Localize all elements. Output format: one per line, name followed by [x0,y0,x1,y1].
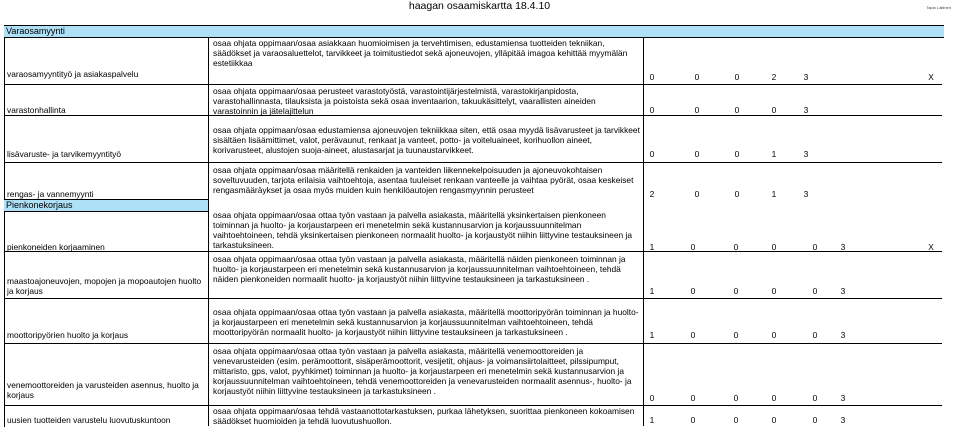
row-divider [4,343,942,344]
rating-value: 0 [649,393,655,403]
rating-value: 3 [803,189,809,199]
rating-value: 0 [690,242,696,252]
rating-value: 1 [771,189,777,199]
rating-value: 0 [734,105,740,115]
rating-value: 0 [690,415,696,425]
row-category: lisävaruste- ja tarvikemyyntityö [7,149,122,159]
section-banner-pienkonekorjaus: Pienkonekorjaus [4,199,209,212]
row-category: uusien tuotteiden varustelu luovutuskuntoon [7,415,171,425]
rating-value: 0 [771,286,777,296]
rating-value: 0 [771,415,777,425]
rating-value: 0 [649,105,655,115]
column-divider [208,37,209,426]
row-category: venemoottoreiden ja varusteiden asennus, huolto ja korjaus [7,380,199,400]
row-description: osaa ohjata oppimaan/osaa ottaa työn vastaan ja palvella asiakasta, määritellä moottoripyörän toiminnan ja huolto- ja korjaustarpeen eri menetelmin sekä kustannusarvion ja korjaussuunnitelman vaihtoehtoineen, tehdä moottoripyörän normaalit huolto- ja korjaustyöt niihin liittyvine testauksineen ja tarkastuksineen . [213,307,639,337]
rating-value: 0 [734,189,740,199]
page-title: haagan osaamiskartta 18.4.10 [408,0,551,12]
rating-value: 1 [649,415,655,425]
rating-value: 0 [733,330,739,340]
row-mark: X [928,72,934,82]
row-description: osaa ohjata oppimaan/osaa tehdä vastaanottotarkastuksen, purkaa lähetyksen, suorittaa pienkoneen kokoamisen säädökset huomioiden ja tehdä luovutushuollon. [213,406,635,426]
rating-value: 0 [812,415,818,425]
rating-value: 0 [734,149,740,159]
rating-value: 0 [733,415,739,425]
row-category: moottoripyörien huolto ja korjaus [7,330,129,340]
rating-value: 0 [649,149,655,159]
rating-value: 0 [733,393,739,403]
rating-value: 1 [649,242,655,252]
rating-value: 0 [771,330,777,340]
row-category: varaosamyyntityö ja asiakaspalvelu [7,69,139,79]
row-divider [4,84,942,85]
row-divider [4,298,942,299]
row-divider [4,162,942,163]
rating-value: 1 [649,330,655,340]
row-description: osaa ohjata oppimaan/osaa asiakkaan huomioimisen ja tervehtimisen, edustamiensa tuotteiden tekniikan, säädökset ja varaosaluettelot, tarvikkeet ja toimitustiedot sekä ajoneuvojen, ylläpitää imagoa kehittää myymälän estetiikkaa [213,38,628,68]
row-category: rengas- ja vannemyynti [7,189,94,199]
rating-value: 1 [771,149,777,159]
column-divider [643,37,644,426]
rating-value: 0 [694,189,700,199]
rating-value: 1 [649,286,655,296]
row-category: maastoajoneuvojen, mopojen ja mopoautojen huolto ja korjaus [7,276,202,296]
rating-value: 0 [771,393,777,403]
rating-value: 0 [733,242,739,252]
rating-value: 3 [840,286,846,296]
rating-value: 3 [840,415,846,425]
rating-value: 0 [694,149,700,159]
rating-value: 3 [840,242,846,252]
rating-value: 0 [649,72,655,82]
row-description: osaa ohjata oppimaan/osaa määritellä renkaiden ja vanteiden liikennekelpoisuuden ja ajoneuvokohtaisen soveltuvuuden, tarjota erilaisia vaihtoehtoja, asentaa tuuleiset renkaan vanteelle ja vaihtaa pyörät, osaa keskeiset rengasmääräykset ja osaa myös muiden kuin henkilöautojen rengasmyynnin perusteet [213,165,634,195]
row-description: osaa ohjata oppimaan/osaa perusteet varastotyöstä, varastointijärjestelmistä, varastokirjanpidosta, varastohallinnasta, tilauksista ja poistoista sekä osaa inventaarion, takuukäsittelyt, vaarallisten aineiden varastoinnin ja jätelajittelun [213,86,596,116]
row-description: osaa ohjata oppimaan/osaa edustamiensa ajoneuvojen tekniikkaa siten, että osaa myydä lisävarusteet ja tarvikkeet sisältäen lisäämittimet, valot, perävaunut, renkaat ja vanteet, potto- ja voiteluaineet, korihuollon aineet, korivarusteet, alustojen suoja-aineet, alustasarjat ja tuunaustarvikkeet. [213,125,640,155]
row-mark: X [928,242,934,252]
row-category: pienkoneiden korjaaminen [7,242,105,252]
row-description: osaa ohjata oppimaan/osaa ottaa työn vastaan ja palvella asiakasta, määritellä näiden pienkoneen toiminnan ja huolto- ja korjaustarpeen eri menetelmin sekä kustannusarvion ja korjaussuunnitelman vaihtoehtoineen, tehdä näiden pienkoneiden normaalit huolto- ja korjaustyöt niihin liittyvine testauksineen ja tarkastuksineen . [213,254,626,284]
rating-value: 2 [771,72,777,82]
rating-value: 0 [812,393,818,403]
rating-value: 0 [734,72,740,82]
rating-value: 0 [690,286,696,296]
rating-value: 0 [771,105,777,115]
rating-value: 3 [803,72,809,82]
rating-value: 3 [840,393,846,403]
rating-value: 0 [812,330,818,340]
rating-value: 3 [803,105,809,115]
row-description: osaa ohjata oppimaan/osaa ottaa työn vastaan ja palvella asiakasta, määritellä yksinkertaisen pienkoneen toiminnan ja huolto- ja korjaustarpeen eri menetelmin sekä kustannusarvion ja korjaussuunnitelman vaihtoehtoineen, tehdä yksinkertaisen pienkoneen normaalit huolto- ja korjaustyöt niihin liittyvine testauksineen ja tarkastuksineen. [213,210,633,250]
rating-value: 0 [733,286,739,296]
corner-note: Tapio Laitinen [926,5,951,10]
rating-value: 0 [690,393,696,403]
row-description: osaa ohjata oppimaan/osaa ottaa työn vastaan ja palvella asiakasta, määritellä venemoottoreiden ja venevarusteiden (esim. perämoottorit, sisäperämoottorit, vesijetit, ohjaus- ja voimansiirtolaitteet, pilssipumput, mittaristo, gps, valot, pyyhkimet) toiminnan ja huolto- ja korjaustarpeen eri menetelmin sekä kustannusarvion ja korjaussuunnitelman vaihtoehtoineen, tehdä venemoottoreiden ja venevarusteiden normaalit asennus-, huolto- ja korjaustyöt niihin liittyvine testauksineen ja tarkastuksineen . [213,346,632,396]
rating-value: 0 [694,105,700,115]
rating-value: 2 [649,189,655,199]
rating-value: 0 [812,242,818,252]
rating-value: 3 [840,330,846,340]
row-category: varastonhallinta [7,105,66,115]
section-banner-varaosamyynti: Varaosamyynti [4,25,944,38]
rating-value: 0 [812,286,818,296]
rating-value: 0 [771,242,777,252]
rating-value: 0 [694,72,700,82]
rating-value: 3 [803,149,809,159]
rating-value: 0 [690,330,696,340]
